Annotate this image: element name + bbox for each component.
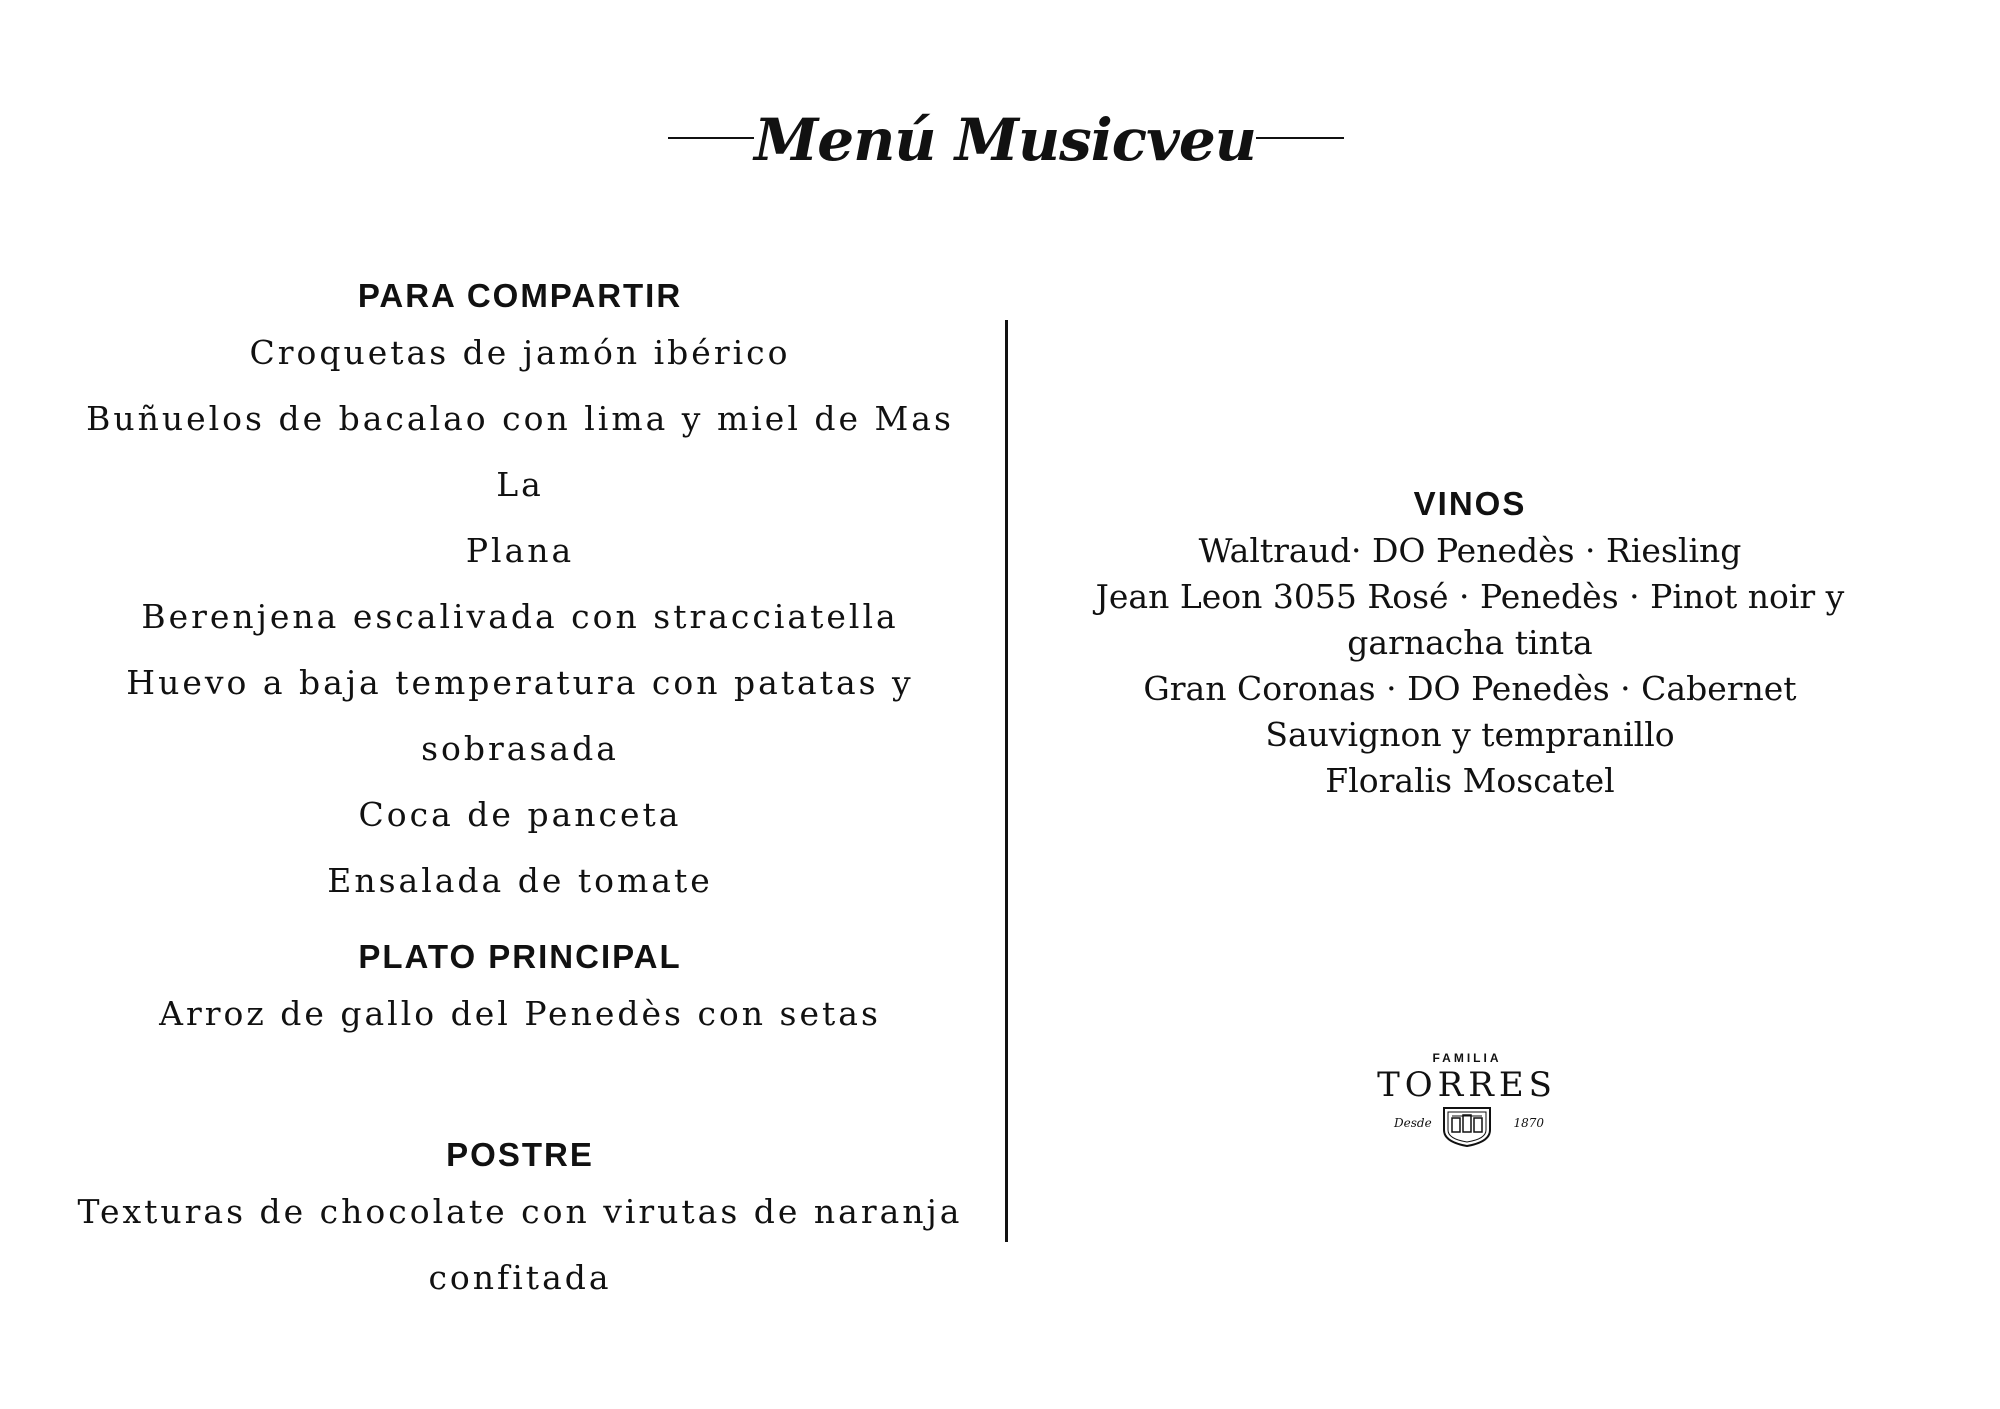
- logo-brand-text: TORRES: [1377, 1065, 1557, 1105]
- torres-shield-icon: [1440, 1104, 1494, 1153]
- dish-item: Berenjena escalivada con stracciatella: [141, 597, 899, 636]
- wine-item: Sauvignon y tempranillo: [1265, 715, 1675, 754]
- section-plato-principal: [70, 933, 970, 1047]
- wine-item: Waltraud· DO Penedès · Riesling: [1198, 531, 1742, 570]
- dish-item: confitada: [428, 1258, 612, 1297]
- dish-item: Buñuelos de bacalao con lima y miel de Mas La: [86, 399, 954, 504]
- title-rule-right: [1256, 137, 1344, 139]
- dish-item: Ensalada de tomate: [327, 861, 713, 900]
- section-vinos: [1080, 480, 1860, 804]
- menu-header: [0, 95, 2000, 185]
- dish-item: Huevo a baja temperatura con patatas y: [126, 663, 914, 702]
- wine-item: Floralis Moscatel: [1325, 761, 1615, 800]
- section-postre: [70, 1131, 970, 1311]
- dish-item: sobrasada: [421, 729, 619, 768]
- logo-bottom-row: [1362, 1104, 1572, 1150]
- dish-item: Texturas de chocolate con virutas de naranja: [77, 1192, 963, 1231]
- wine-item: garnacha tinta: [1347, 623, 1593, 662]
- dish-item: Coca de panceta: [358, 795, 682, 834]
- section-heading-vinos: VINOS: [1413, 485, 1527, 522]
- dish-item: Plana: [465, 531, 575, 570]
- logo-year-text: 1870: [1513, 1116, 1544, 1130]
- section-para-compartir: [70, 272, 970, 914]
- menu-title: Menú Musicveu: [754, 106, 1256, 174]
- dish-item: Arroz de gallo del Penedès con setas: [159, 994, 881, 1033]
- section-heading-para-compartir: PARA COMPARTIR: [357, 277, 683, 314]
- logo-desde-text: Desde: [1394, 1116, 1432, 1130]
- section-heading-postre: POSTRE: [446, 1136, 594, 1173]
- column-divider: [1005, 320, 1008, 1242]
- section-heading-plato-principal: PLATO PRINCIPAL: [358, 938, 682, 975]
- familia-torres-logo: [1362, 1050, 1572, 1160]
- dish-item: Croquetas de jamón ibérico: [249, 333, 791, 372]
- wine-item: Jean Leon 3055 Rosé · Penedès · Pinot noir y: [1095, 577, 1845, 616]
- title-rule-left: [668, 137, 754, 139]
- wine-item: Gran Coronas · DO Penedès · Cabernet: [1143, 669, 1797, 708]
- logo-familia-text: FAMILIA: [1432, 1051, 1502, 1065]
